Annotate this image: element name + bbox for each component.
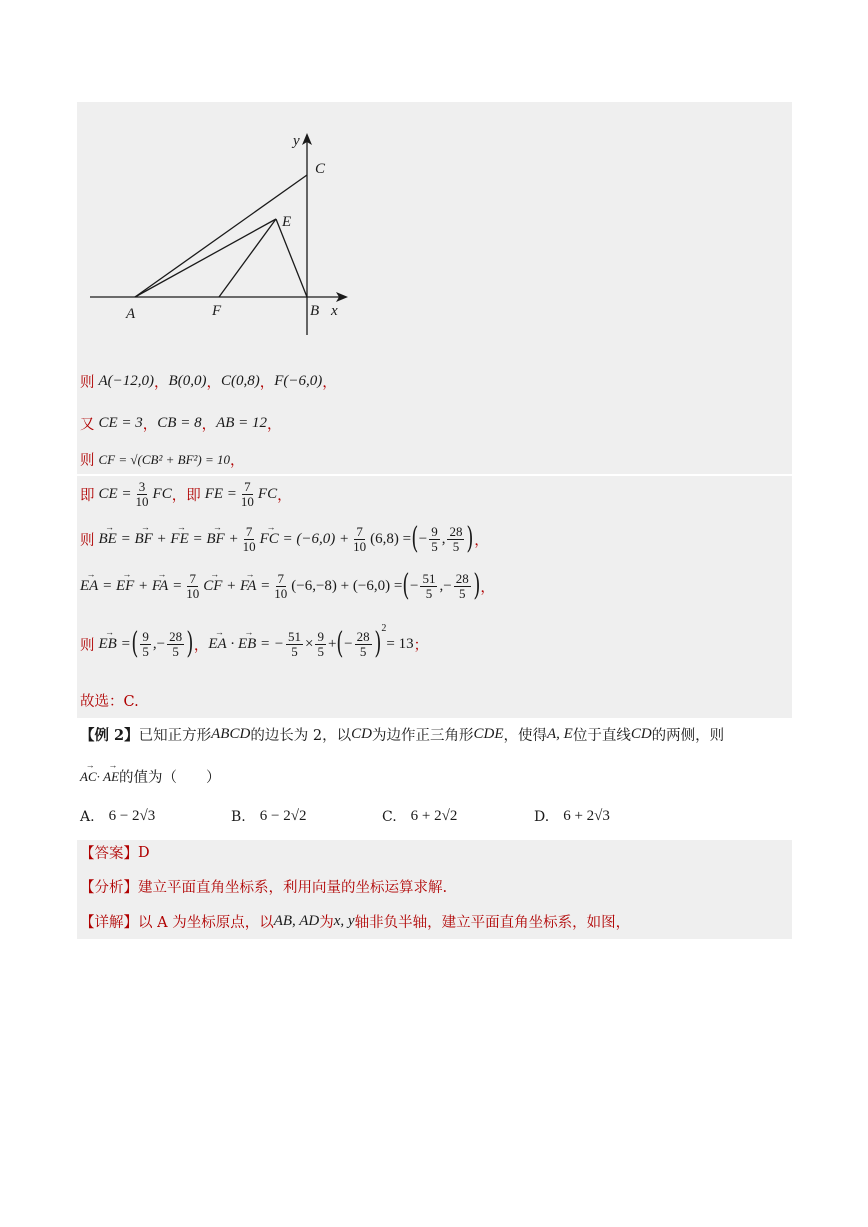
label-x: x: [331, 303, 338, 319]
be-prefix: 则: [80, 532, 95, 549]
sep: ，: [259, 375, 275, 391]
choice-A[interactable]: A. 6 − 2√3: [80, 808, 156, 825]
example2-line-2: AC →· AE → 的值为（ ）: [80, 766, 221, 787]
answer-line: 故选：C.: [80, 694, 139, 710]
cf-line: [80, 449, 245, 470]
be-vector-line: 则 BE → = BF → + FE → = BF → + $\frac{7}{10}$ FC → = (−6,0) + $\frac{7}{10}$ (6,8) = ( − $\frac{9}{5}$ , $\frac{28}{5}$ ) ，: [80, 524, 489, 554]
sep: ，: [322, 375, 337, 391]
segment-EB: [276, 219, 307, 297]
analysis-row: [80, 876, 447, 897]
sep: ，: [154, 375, 169, 391]
geometry-figure: [80, 125, 380, 355]
label-E: E: [282, 214, 292, 230]
sep: ，: [206, 375, 221, 391]
eb-prefix: 则: [80, 637, 95, 654]
cf-prefix: 则: [80, 453, 95, 469]
coord-C: C(0,8): [220, 373, 260, 389]
sep: ，: [142, 417, 158, 433]
sep: ，: [267, 417, 282, 433]
label-A: A: [126, 306, 136, 322]
ratio-line: 即 CE = $\frac{3}{10}$ FC ， 即 FE = $\frac{7}{10}$ FC ，: [80, 479, 292, 509]
coord-A: A(−12,0): [98, 373, 155, 389]
choice-D[interactable]: D. 6 + 2√3: [534, 808, 610, 825]
answer-tag: 【答案】: [80, 846, 138, 862]
len-CB: CB = 8: [157, 415, 202, 431]
choice-C[interactable]: C. 6 + 2√2: [382, 808, 458, 825]
segment-AC: [135, 175, 307, 297]
example2-tag: 【例 2】: [80, 727, 139, 744]
segment-AE: [135, 219, 276, 297]
analysis-tag: 【分析】: [80, 880, 138, 896]
coords-prefix: 则: [80, 375, 95, 391]
analysis-text: 建立平面直角坐标系，利用向量的坐标运算求解.: [138, 880, 448, 896]
also-prefix: 又: [80, 417, 95, 433]
eb-dot-line: 则 EB → = ( $\frac{9}{5}$ ,− $\frac{28}{5}$ ) ， EA → · EB → = − $\frac{51}{5}$ × $\frac{9}{5}$ + ( − $\frac{28}{5}$ ) 2 = 13 ；: [80, 629, 428, 659]
label-C: C: [315, 161, 326, 177]
sep: ，: [201, 417, 217, 433]
len-CE: CE = 3: [98, 415, 143, 431]
coord-B: B(0,0): [168, 373, 207, 389]
choice-B[interactable]: B. 6 − 2√2: [231, 808, 307, 825]
semicolon: ；: [413, 637, 429, 654]
coords-line: [80, 371, 337, 392]
fe-prefix: 即: [186, 487, 201, 504]
lengths-line: [80, 413, 282, 434]
ea-vector-line: EA → = EF → + FA → = $\frac{7}{10}$ CF → + FA → = $\frac{7}{10}$ (−6,−8) + (−6,0) = ( − $\frac{51}{5}$ ,− $\frac{28}{5}$ ) ，: [80, 571, 495, 601]
label-F: F: [212, 303, 222, 319]
coord-F: F(−6,0): [274, 373, 323, 389]
label-y: y: [293, 133, 300, 149]
cf-expr: CF = √(CB² + BF²) = 10: [98, 451, 231, 467]
sep: ，: [230, 453, 245, 469]
detail-tag: 【详解】: [80, 915, 138, 931]
len-AB: AB = 12: [216, 415, 268, 431]
ce-prefix: 即: [80, 487, 95, 504]
label-B: B: [310, 303, 320, 319]
answer-value: D: [138, 844, 150, 861]
answer-row: [80, 842, 150, 863]
example2-line-1: 【例 2】 已知正方形 ABCD 的边长为 2，以 CD 为边作正三角形 CDE ，使得 A, E 位于直线 CD 的两侧，则: [80, 726, 725, 744]
detail-row: 【详解】 以 A 为坐标原点，以 AB, AD 为 x, y 轴非负半轴，建立平面直角坐标系，如图，: [80, 913, 631, 931]
